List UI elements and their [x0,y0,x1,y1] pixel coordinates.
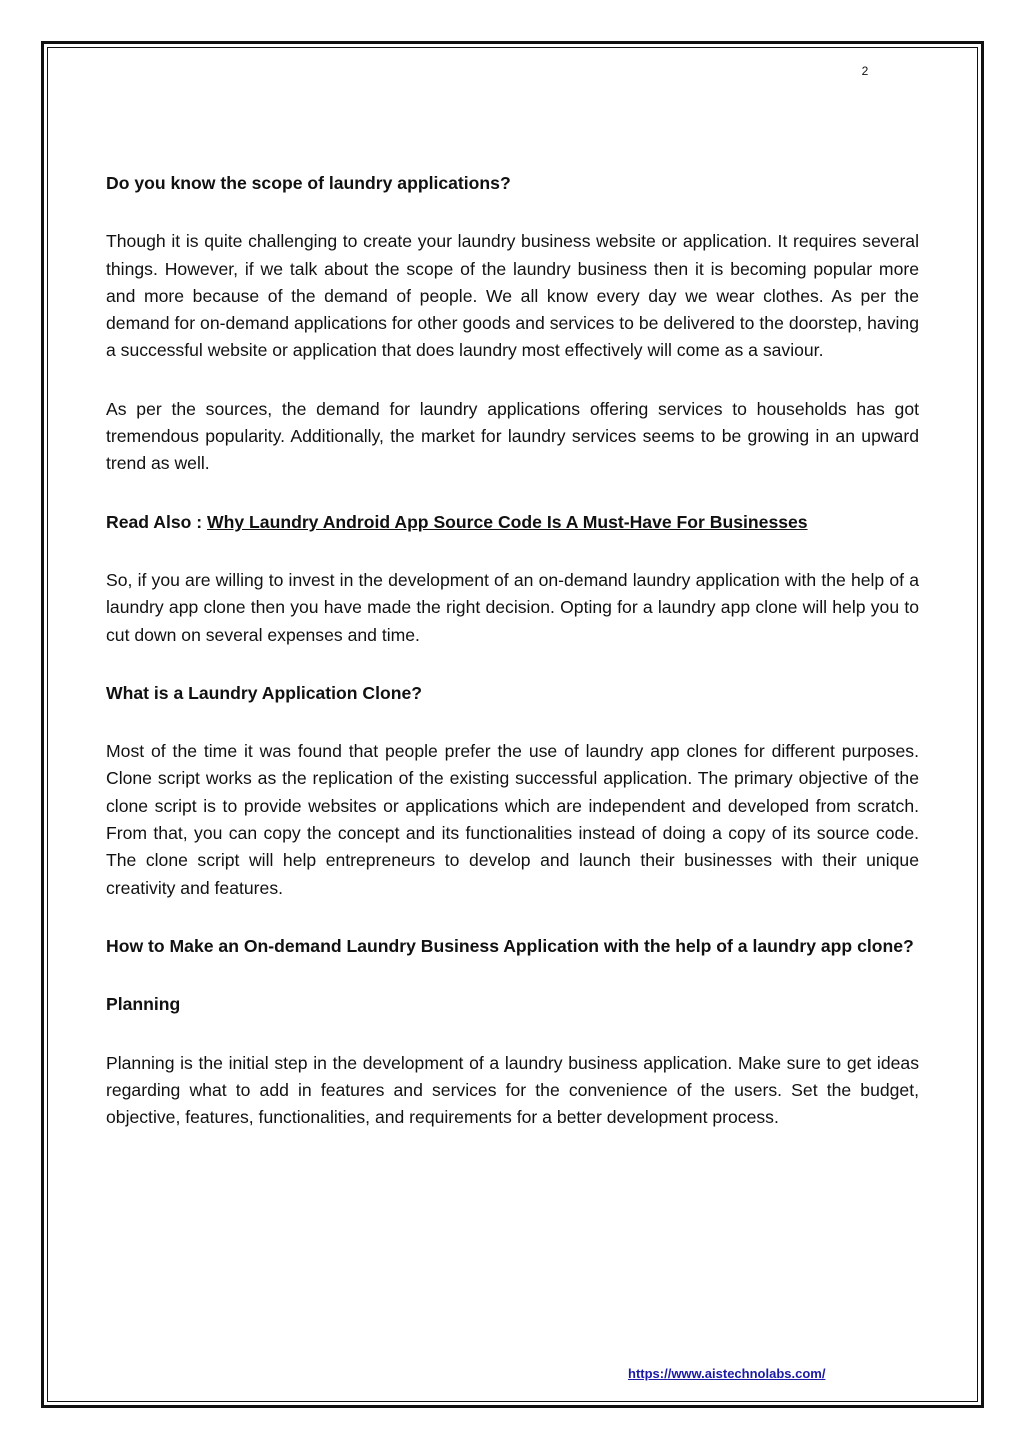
heading-planning: Planning [106,994,181,1015]
footer-website-link[interactable]: https://www.aistechnolabs.com/ [628,1366,826,1381]
paragraph-planning: Planning is the initial step in the development of a laundry business application. Make sure to get ideas regarding what to add in features and services for the convenience of the users. Set the budget, objective, features, functionalities, and requirements for a better development process. [106,1052,919,1128]
read-also-link[interactable]: Why Laundry Android App Source Code Is A Must-Have For Businesses [207,511,808,532]
heading-howto: How to Make an On-demand Laundry Business Application with the help of a laundry app clone? [106,935,914,956]
read-also [106,509,919,536]
document-body [106,170,919,1162]
heading-scope: Do you know the scope of laundry applications? [106,173,511,193]
paragraph-scope-1: Though it is quite challenging to create your laundry business website or application. It requires several things. However, if we talk about the scope of the laundry business then it is becoming popular more and more because of the demand of people. We all know every day we wear clothes. As per the demand for on-demand applications for other goods and services to be delivered to the doorstep, having a successful website or application that does laundry most effectively will come as a saviour. [106,231,919,361]
heading-clone: What is a Laundry Application Clone? [106,682,423,703]
paragraph-scope-2: As per the sources, the demand for laundry applications offering services to households has got tremendous popularity. Additionally, the market for laundry services seems to be growing in an upward trend as well. [106,398,919,474]
read-also-label: Read Also : [106,511,208,532]
paragraph-clone: Most of the time it was found that people prefer the use of laundry app clones for different purposes. Clone script works as the replication of the existing successful application. The primary objective of the clone script is to provide websites or applications which are independent and developed from scratch. From that, you can copy the concept and its functionalities instead of doing a copy of its source code. The clone script will help entrepreneurs to develop and launch their businesses with their unique creativity and features. [106,741,919,898]
paragraph-invest: So, if you are willing to invest in the development of an on-demand laundry application with the help of a laundry app clone then you have made the right decision. Opting for a laundry app clone will help you to cut down on several expenses and time. [106,569,919,645]
page-number: 2 [861,64,869,78]
